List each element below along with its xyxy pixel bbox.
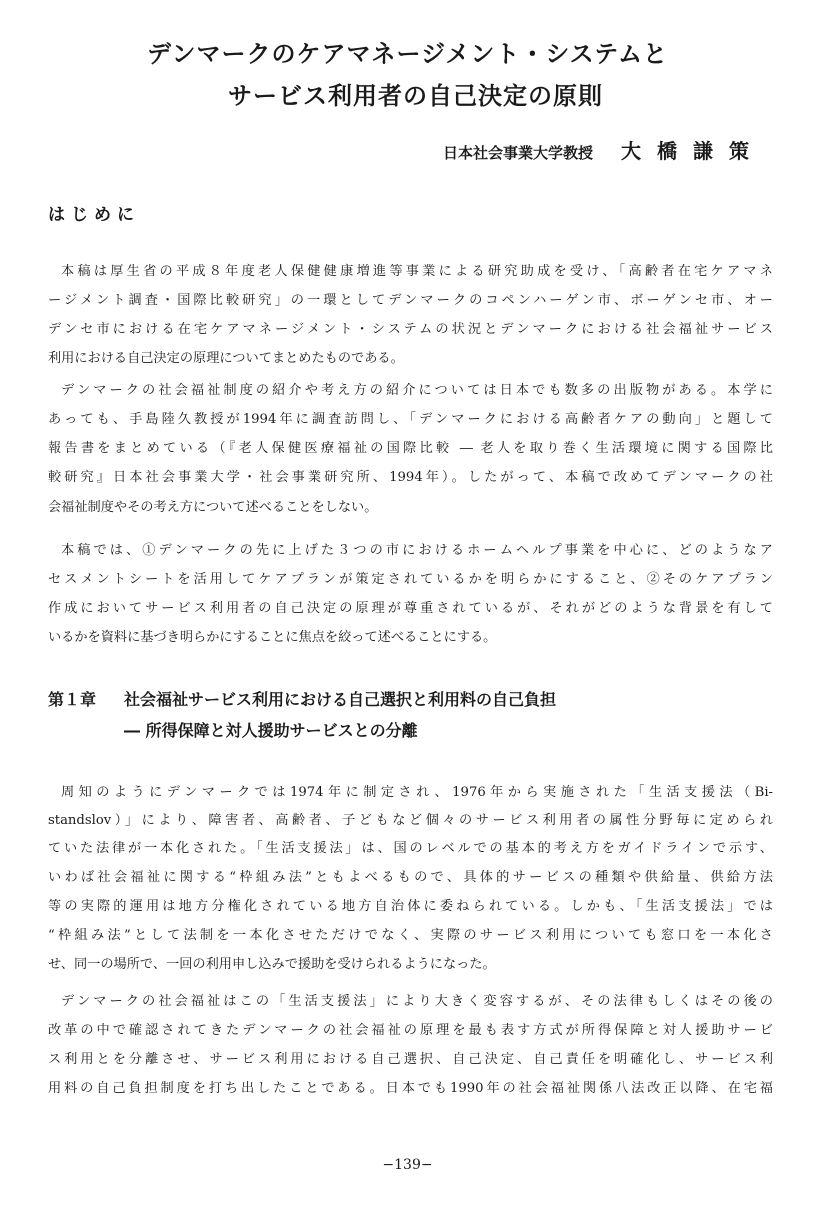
intro-line: 報告書をまとめている（『老人保健医療福祉の国際比較 ― 老人を取り巻く生活環境に関する国際比 (48, 441, 773, 456)
chapter1-line: 用料の自己負担制度を打ち出したことである。日本でも1990年の社会福祉関係八法改正以降、在宅福 (48, 1081, 773, 1096)
chapter-heading (48, 687, 556, 710)
intro-line: セスメントシートを活用してケアプランが策定されているかを明らかにすること、②そのケアプラン (48, 572, 773, 587)
chapter1-line: せ、同一の場所で、一回の利用申し込みで援助を受けられるようになった。 (48, 957, 496, 972)
intro-line: 本稿は厚生省の平成８年度老人保健健康増進等事業による研究助成を受け、「高齢者在宅ケアマネ (61, 264, 773, 279)
chapter1-line: 改革の中で確認されてきたデンマークの社会福祉の原理を最も表す方式が所得保障と対人援助サービ (48, 1023, 773, 1038)
intro-line: 会福祉制度やその考え方について述べることをしない。 (48, 500, 378, 515)
intro-line: あっても、手島陸久教授が1994年に調査訪問し、「デンマークにおける高齢者ケアの動向」と題して (48, 412, 773, 427)
chapter1-line: ていた法律が一本化された。「生活支援法」は、国のレベルでの基本的考え方をガイドラインで示す、 (48, 841, 773, 856)
chapter1-line: ス利用とを分離させ、サービス利用における自己選択、自己決定、自己責任を明確化し、サービス利 (48, 1052, 773, 1067)
author-byline (443, 135, 765, 164)
chapter-title: 社会福祉サービス利用における自己選択と利用料の自己負担 (124, 690, 557, 709)
intro-line: 利用における自己決定の原理についてまとめたものである。 (48, 351, 404, 366)
chapter1-line: “枠組み法”として法制を一本化させただけでなく、実際のサービス利用についても窓口を一本化さ (48, 928, 773, 943)
chapter-subtitle: ― 所得保障と対人援助サービスとの分離 (124, 721, 418, 740)
intro-line: デンセ市における在宅ケアマネージメント・システムの状況とデンマークにおける社会福祉サービス (48, 322, 773, 337)
chapter1-line: standslov）」により、障害者、高齢者、子どもなど個々のサービス利用者の属性分野毎に定められ (48, 813, 773, 828)
chapter1-line: 等の実際的運用は地方分権化されている地方自治体に委ねられている。しかも、「生活支援法」では (48, 899, 773, 914)
page-number: −139− (382, 1157, 433, 1173)
intro-line: ージメント調査・国際比較研究」の一環としてデンマークのコペンハーゲン市、ボーゲンセ市、オー (48, 293, 773, 308)
author-name: 大橋謙策 (621, 139, 765, 163)
intro-heading: はじめに (48, 205, 140, 225)
author-affiliation: 日本社会事業大学教授 (442, 144, 593, 162)
intro-line: 較研究』日本社会事業大学・社会事業研究所、1994年）。したがって、本稿で改めてデンマークの社 (48, 470, 773, 485)
chapter-number: 第１章 (48, 690, 97, 709)
intro-line: 作成においてサービス利用者の自己決定の原理が尊重されているが、それがどのような背景を有して (48, 601, 773, 616)
chapter1-line: 周知のようにデンマークでは1974年に制定され、1976年から実施された「生活支援法（Bi- (61, 785, 773, 800)
title-line-2: サービス利用者の自己決定の原則 (228, 82, 603, 110)
intro-line: デンマークの社会福祉制度の紹介や考え方の紹介については日本でも数多の出版物がある。本学に (61, 383, 773, 398)
chapter1-line: いわば社会福祉に関する“枠組み法”ともよべるもので、具体的サービスの種類や供給量、供給方法 (48, 870, 773, 885)
chapter1-line: デンマークの社会福祉はこの「生活支援法」により大きく変容するが、その法律もしくはその後の (61, 994, 773, 1009)
intro-line: いるかを資料に基づき明らかにすることに焦点を絞って述べることにする。 (48, 630, 497, 645)
intro-line: 本稿では、①デンマークの先に上げた３つの市におけるホームヘルプ事業を中心に、どのようなア (61, 543, 773, 558)
title-line-1: デンマークのケアマネージメント・システムと (147, 40, 668, 68)
